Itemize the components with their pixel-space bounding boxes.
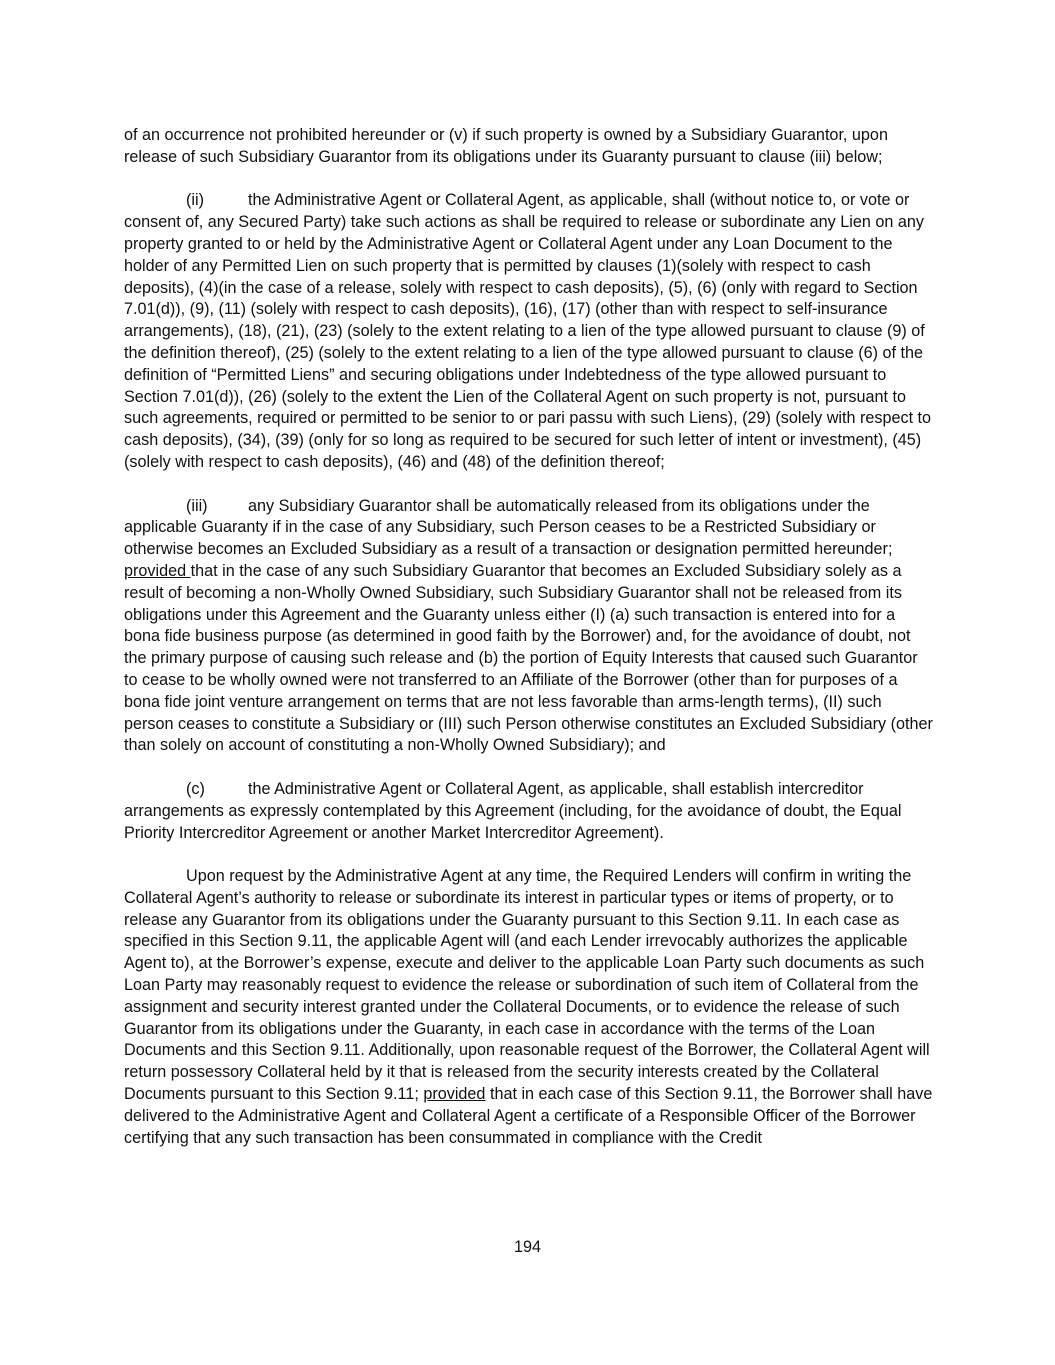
clause-iii (124, 496, 934, 758)
paragraph-release-request (124, 866, 934, 1149)
provided-underlined: provided (124, 561, 191, 580)
clause-text-continued: that in the case of any such Subsidiary Guarantor that becomes an Excluded Subsidiary solely as a result of becoming a non-Wholly Owned Subsidiary, such Subsidiary Guarantor shall not be released from its obligations under this Agreement and the Guaranty unless either (I) (a) such transaction is entered into for a bona fide business purpose (as determined in good faith by the Borrower) and, for the avoidance of doubt, not the primary purpose of causing such release and (b) the portion of Equity Interests that caused such Guarantor to cease to be wholly owned were not transferred to an Affiliate of the Borrower (other than for purposes of a bona fide joint venture arrangement on terms that are not less favorable than arms-length terms), (II) such person ceases to constitute a Subsidiary or (III) such Person otherwise constitutes an Excluded Subsidiary (other than solely on account of constituting a non-Wholly Owned Subsidiary); and (124, 561, 933, 755)
paragraph-text: of an occurrence not prohibited hereunder or (v) if such property is owned by a Subsidiary Guarantor, upon release of such Subsidiary Guarantor from its obligations under its Guaranty pursuant to clause (iii) below; (124, 126, 888, 166)
paragraph-text: Upon request by the Administrative Agent at any time, the Required Lenders will confirm in writing the Collateral Agent’s authority to release or subordinate its interest in particular types or items of property, or to release any Guarantor from its obligations under the Guaranty pursuant to this Section 9.11. In each case as specified in this Section 9.11, the applicable Agent will (and each Lender irrevocably authorizes the applicable Agent to), at the Borrower’s expense, execute and deliver to the applicable Loan Party such documents as such Loan Party may reasonably request to evidence the release or subordination of such item of Collateral from the assignment and security interest granted under the Collateral Documents, or to evidence the release of such Guarantor from its obligations under the Guaranty, in each case in accordance with the terms of the Loan Documents and this Section 9.11. Additionally, upon reasonable request of the Borrower, the Collateral Agent will return possessory Collateral held by it that is released from the security interests created by the Collateral Documents pursuant to this Section 9.11; (124, 867, 930, 1104)
clause-text: any Subsidiary Guarantor shall be automatically released from its obligations under the applicable Guaranty if in the case of any Subsidiary, such Person ceases to be a Restricted Subsidiary or otherwise becomes an Excluded Subsidiary as a result of a transaction or designation permitted hereunder; (124, 496, 893, 559)
clause-label: (iii) (186, 496, 208, 515)
clause-label: (c) (186, 779, 205, 798)
clause-ii (124, 190, 934, 473)
page-number: 194 (513, 1238, 541, 1256)
clause-text: the Administrative Agent or Collateral Agent, as applicable, shall (without notice to, or vote or consent of, any Secured Party) take such actions as shall be required to release or subordinate any Lien on any property granted to or held by the Administrative Agent or Collateral Agent under any Loan Document to the holder of any Permitted Lien on such property that is permitted by clauses (1)(solely with respect to cash deposits), (4)(in the case of a release, solely with respect to cash deposits), (5), (6) (only with regard to Section 7.01(d)), (9), (11) (solely with respect to cash deposits), (16), (17) (other than with respect to self-insurance arrangements), (18), (21), (23) (solely to the extent relating to a lien of the type allowed pursuant to clause (9) of the definition thereof), (25) (solely to the extent relating to a lien of the type allowed pursuant to clause (6) of the definition of “Permitted Liens” and securing obligations under Indebtedness of the type allowed pursuant to Section 7.01(d)), (26) (solely to the extent the Lien of the Collateral Agent on such property is not, pursuant to such agreements, required or permitted to be senior to or pari passu with such Liens), (29) (solely with respect to cash deposits), (34), (39) (only for so long as required to be secured for such letter of intent or investment), (45)(solely with respect to cash deposits), (46) and (48) of the definition thereof; (124, 191, 932, 471)
paragraph-text-continued: that in each case of this Section 9.11, the Borrower shall have delivered to the Administrative Agent and Collateral Agent a certificate of a Responsible Officer of the Borrower certifying that any such transaction has been consummated in compliance with the Credit (124, 1085, 933, 1147)
clause-text: the Administrative Agent or Collateral Agent, as applicable, shall establish intercreditor arrangements as expressly contemplated by this Agreement (including, for the avoidance of doubt, the Equal Priority Intercreditor Agreement or another Market Intercreditor Agreement). (124, 779, 902, 842)
provided-underlined: provided (423, 1085, 486, 1104)
paragraph-continuation (124, 125, 934, 169)
clause-c (124, 779, 934, 844)
document-page (124, 125, 934, 1171)
clause-label: (ii) (186, 191, 204, 210)
